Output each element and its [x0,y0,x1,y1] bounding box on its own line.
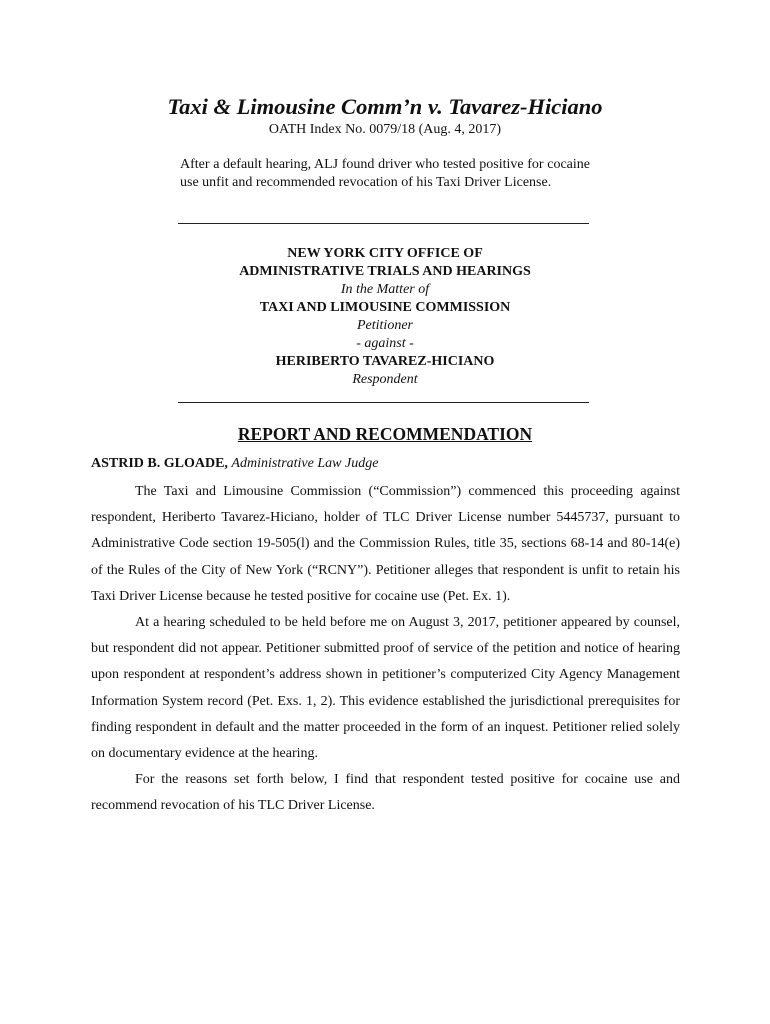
in-the-matter-of: In the Matter of [340,282,430,297]
paragraph-2: At a hearing scheduled to be held before me on August 3, 2017, petitioner appeared by counsel, but respondent did not appear. Petitioner submitted proof of service of the petition and notice of hearing upon respondent at respondent’s address shown in petitioner’s computerized City Agency Management Information System record (Pet. Exs. 1, 2). This evidence established the jurisdictional prerequisites for finding respondent in default and the matter proceeded in the form of an inquest. Petitioner relied solely on documentary evidence at the hearing. [91,615,680,762]
paragraph-1: The Taxi and Limousine Commission (“Commission”) commenced this proceeding against respondent, Heriberto Tavarez-Hiciano, holder of TLC Driver License number 5445737, pursuant to Administrative Code section 19-505(l) and the Commission Rules, title 35, sections 68-14 and 80-14(e) of the Rules of the City of New York (“RCNY”). Petitioner alleges that respondent is unfit to retain his Taxi Driver License because he tested positive for cocaine use (Pet. Ex. 1). [91,484,680,604]
office-line-2: ADMINISTRATIVE TRIALS AND HEARINGS [239,264,531,279]
report-body [91,479,680,820]
case-caption [0,245,770,389]
case-title: Taxi & Limousine Comm’n v. Tavarez-Hiciano [167,94,603,119]
office-line-1: NEW YORK CITY OFFICE OF [287,246,483,261]
petitioner-name: TAXI AND LIMOUSINE COMMISSION [259,300,511,315]
respondent-name: HERIBERTO TAVAREZ-HICIANO [275,354,495,369]
against-line: - against - [356,336,414,351]
divider-bottom [178,402,589,403]
report-heading: REPORT AND RECOMMENDATION [237,424,533,444]
judge-title: Administrative Law Judge [231,456,379,471]
respondent-role: Respondent [352,372,418,387]
case-summary: After a default hearing, ALJ found driver who tested positive for cocaine use unfit and recommended revocation of his Taxi Driver License. [180,157,590,190]
paragraph-3: For the reasons set forth below, I find that respondent tested positive for cocaine use and recommend revocation of his TLC Driver License. [91,772,680,814]
oath-index-line: OATH Index No. 0079/18 (Aug. 4, 2017) [268,122,502,137]
petitioner-role: Petitioner [357,318,413,333]
judge-name: ASTRID B. GLOADE, [91,456,228,471]
judge-line [91,456,378,472]
divider-top [178,223,589,224]
